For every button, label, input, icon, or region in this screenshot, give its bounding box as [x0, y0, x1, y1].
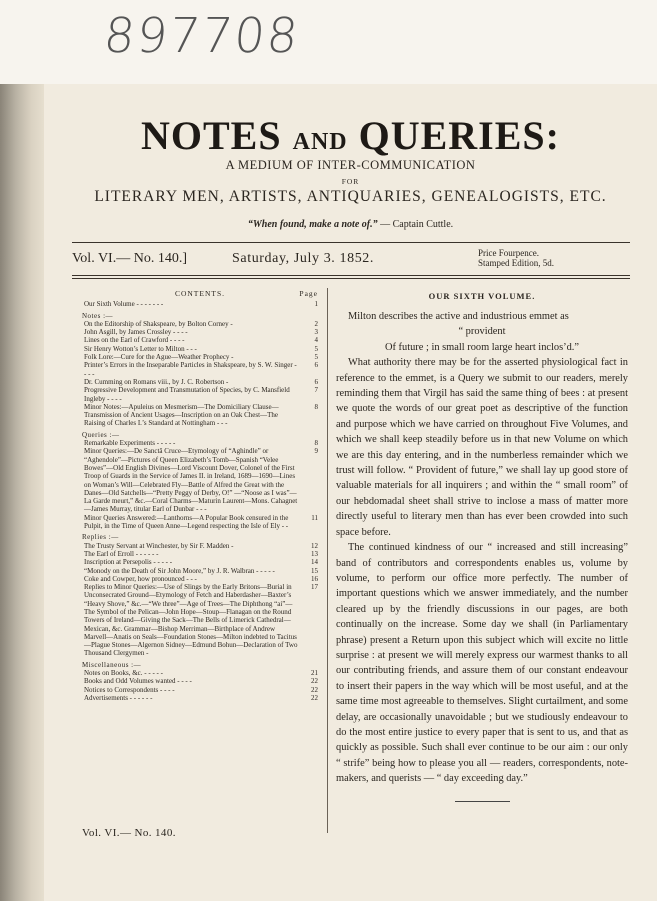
contents-entry	[82, 575, 318, 583]
entry-page: 22	[311, 693, 318, 702]
masthead-audience: LITERARY MEN, ARTISTS, ANTIQUARIES, GENEALOGISTS, ETC.	[94, 188, 607, 205]
contents-misc	[82, 669, 318, 702]
entry-page: 1	[314, 300, 318, 309]
entry-title: Minor Notes:—Apuleius on Mesmerism—The Domiciliary Clause—Transmission of Ancient Usages—Inscription on an Oak Chest—The Raising of Charles I.’s Standard at Nottingham - - -	[84, 402, 279, 428]
entry-title: Dr. Cumming on Romans viii., by J. C. Robertson -	[84, 377, 229, 386]
entry-page: 21	[311, 669, 318, 678]
top-rule	[72, 242, 630, 243]
entry-title: Lines on the Earl of Crawford - - - -	[84, 336, 185, 345]
entry-title: The Earl of Erroll - - - - - -	[84, 549, 159, 558]
entry-page: 9	[314, 447, 318, 456]
article-title: OUR SIXTH VOLUME.	[428, 291, 536, 301]
entry-title: The Trusty Servant at Winchester, by Sir F. Madden -	[84, 541, 234, 550]
entry-title: Inscription at Persepolis - - - - -	[84, 558, 173, 567]
entry-page: 6	[314, 361, 318, 370]
page-footer: Vol. VI.— No. 140.	[82, 827, 176, 839]
entry-page: 5	[314, 344, 318, 353]
top-margin-strip	[0, 0, 657, 84]
entry-page: 22	[311, 685, 318, 694]
entry-title: Our Sixth Volume - - - - - - -	[84, 300, 164, 309]
contents-entry	[82, 558, 318, 566]
section-notes-label: Notes :—	[82, 311, 114, 320]
entry-title: On the Editorship of Shakspeare, by Bolton Corney -	[84, 319, 233, 328]
contents-entry	[82, 686, 318, 694]
entry-title: Books and Odd Volumes wanted - - - -	[84, 677, 192, 686]
entry-page: 12	[311, 541, 318, 550]
article-paragraph-2: The continued kindness of our “ increased and still increasing” band of contributors and correspondents enables us, volume by volume, to perform our office more perfectly. The number of important questions which we answer immediately, and the number cleared up by the friendly discussions in our pages, are both continually on the increase. Some day we shall (in Parliamentary phrase) present a Return upon this subject which will excite no little surprise : at present we will merely express our warmest thanks to all our contributing friends, and assure them of our constant endeavour to insert their papers in the way which will be most useful, and at the same time most agreeable to themselves. Slight curtailment, and some delay, are occasionally unavoidable ; but we studiously endeavour to do the most entire justice to every paper that is sent to us, and that as quickly as possible. Such shall ever continue to be our aim : our only “ strife” being how to please you all — readers, correspondents, note-makers, and querists — “ day exceeding day.”	[336, 542, 628, 785]
masthead-title	[44, 112, 657, 159]
motto-quote: “When found, make a note of.”	[247, 219, 378, 230]
article-quote-2: Of future ; in small room large heart inclos’d.”	[385, 341, 579, 353]
issue-rule-2	[72, 278, 630, 279]
motto-attribution: — Captain Cuttle.	[380, 219, 454, 230]
handwritten-catalogue-number: 897708	[101, 8, 303, 64]
contents-entry	[82, 378, 318, 386]
contents-entry	[82, 336, 318, 344]
entry-title: John Asgill, by James Crossley - - - -	[84, 328, 188, 337]
entry-page: 5	[314, 353, 318, 362]
contents-entry	[82, 514, 318, 531]
issue-price	[478, 248, 554, 268]
section-queries-label: Queries :—	[82, 430, 120, 439]
entry-title: Notes on Books, &c. - - - - -	[84, 669, 163, 678]
entry-title: Sir Henry Wotton’s Letter to Milton - - -	[84, 344, 197, 353]
entry-page: 11	[311, 513, 318, 522]
title-notes: NOTES	[141, 113, 282, 158]
contents-entry	[82, 567, 318, 575]
entry-page: 7	[314, 386, 318, 395]
title-queries: QUERIES:	[358, 113, 560, 158]
contents-entry	[82, 439, 318, 447]
price-line-1: Price Fourpence.	[478, 248, 539, 258]
entry-page: 8	[314, 439, 318, 448]
entry-title: Minor Queries Answered:—Lanthorns—A Popular Book censured in the Pulpit, in the Time of Queen Anne—Legend respecting the Isle of Ely - -	[84, 513, 289, 531]
contents-entry	[82, 694, 318, 702]
issue-rule-1	[72, 275, 630, 276]
book-spine	[0, 84, 44, 901]
article-intro: Milton describes the active and industrious emmet as	[348, 311, 569, 322]
section-replies-label: Replies :—	[82, 533, 119, 542]
price-line-2: Stamped Edition, 5d.	[478, 258, 554, 268]
contents-entry	[82, 386, 318, 403]
contents-entry	[82, 583, 318, 658]
contents-page-label: Page	[299, 289, 318, 298]
entry-title: Notices to Correspondents - - - -	[84, 685, 175, 694]
issue-date: Saturday, July 3. 1852.	[232, 251, 374, 266]
contents-entry	[82, 300, 318, 308]
contents-entry	[82, 328, 318, 336]
entry-title: Remarkable Experiments - - - - -	[84, 439, 176, 448]
entry-page: 13	[311, 549, 318, 558]
contents-entry	[82, 345, 318, 353]
entry-title: Progressive Development and Transmutation of Species, by C. Mansfield Ingleby - - - -	[84, 386, 290, 403]
contents-entry	[82, 542, 318, 550]
title-and: AND	[292, 129, 348, 155]
article-end-rule	[455, 801, 510, 802]
contents-title: CONTENTS.	[174, 289, 226, 298]
contents-entry	[82, 550, 318, 558]
contents-column	[82, 290, 318, 702]
entry-title: Coke and Cowper, how pronounced - - -	[84, 574, 197, 583]
contents-entry	[82, 403, 318, 428]
entry-title: Advertisements - - - - - -	[84, 693, 153, 702]
masthead-motto	[44, 219, 657, 230]
article-quote-1: “ provident	[458, 326, 506, 338]
contents-intro	[82, 300, 318, 308]
entry-page: 14	[311, 558, 318, 567]
contents-queries	[82, 439, 318, 530]
entry-page: 22	[311, 677, 318, 686]
section-misc-label: Miscellaneous :—	[82, 660, 142, 669]
contents-notes	[82, 320, 318, 428]
entry-title: Folk Lore:—Cure for the Ague—Weather Prophecy -	[84, 353, 234, 362]
contents-entry	[82, 320, 318, 328]
entry-page: 8	[314, 402, 318, 411]
masthead-subtitle: A MEDIUM OF INTER-COMMUNICATION	[225, 158, 476, 172]
article-paragraph-1: What authority there may be for the asserted physiological fact in reference to the emmet, is a Query we submit to our readers, merely reminding them that Virgil has said the same thing of bees : at present we quote the words of our great poet as descriptive of the function and purpose which we have carried on throughout Five Volumes, and which we shall keep steadily before us in that new Volume on which we are this day entering, and in the numberless remainder which we trust will follow. “ Provident of future,” we shall lay up good store of valuable materials for all inquirers ; and within the “ small room” of our hebdomadal sheet shall strive to inclose a mass of matter more directly useful to literary men than has ever been crowded into such space before.	[336, 357, 628, 538]
entry-page: 15	[311, 566, 318, 575]
entry-page: 6	[314, 377, 318, 386]
contents-replies	[82, 542, 318, 658]
issue-volume: Vol. VI.— No. 140.]	[72, 251, 187, 266]
contents-heading	[82, 290, 318, 298]
entry-title: Minor Queries:—De Sanctâ Cruce—Etymology of “Aghindle” or “Aghendole”—Pictures of Queen Elizabeth’s Tomb—Spanish “Velee Bowes”—Old English Divines—Lord Viscount Dover, Colonel of the First Troop of Guards in the Service of James II. in Ireland, 1689—1690—Lines on Woman’s Will—Celebrated Fly—Battle of Alfred the Great with the Danes—Old Satchells—“Pretty Peggy of Derby, O!” —“Noose as I was”—La Garde meurt,” &c.—Coral Charms—Maturin Laurent—Mons. Cahagnet—James Murray, titular Earl of Dunbar - - -	[84, 447, 298, 514]
contents-entry	[82, 353, 318, 361]
article-column	[336, 291, 628, 802]
contents-entry	[82, 361, 318, 378]
contents-entry	[82, 677, 318, 685]
entry-title: Replies to Minor Queries:—Use of Slings by the Early Britons—Burial in Unconsecrated Ground—Etymology of Fetch and Haberdasher—Baxter’s “Heavy Shove,” &c.—“We three”—Age of Trees—The Diphthong “ai”—The Symbol of the Pelican—John Hope—Stoup—Flanagan on the Round Towers of Ireland—Giving the Sack—The Bells of Limerick Cathedral—Mexican, &c. Grammar—Bishop Merriman—Birthplace of Andrew Marvell—Anatis on Seals—Foundation Stones—Milton indebted to Tacitus—Plague Stones—Algernon Sidney—Edmund Bohun—Declaration of Two Thousand Clergymen -	[84, 583, 298, 658]
entry-page: 4	[314, 336, 318, 345]
entry-page: 2	[314, 319, 318, 328]
masthead-for: FOR	[341, 177, 360, 186]
entry-title: Printer’s Errors in the Inseparable Particles in Shakspeare, by S. W. Singer - - - -	[84, 361, 297, 378]
entry-page: 17	[311, 583, 318, 592]
contents-entry	[82, 447, 318, 513]
column-divider	[327, 288, 328, 833]
contents-entry	[82, 669, 318, 677]
entry-page: 16	[311, 574, 318, 583]
entry-title: “Monody on the Death of Sir John Moore,” by J. R. Walbran - - - - -	[84, 566, 275, 575]
entry-page: 3	[314, 328, 318, 337]
